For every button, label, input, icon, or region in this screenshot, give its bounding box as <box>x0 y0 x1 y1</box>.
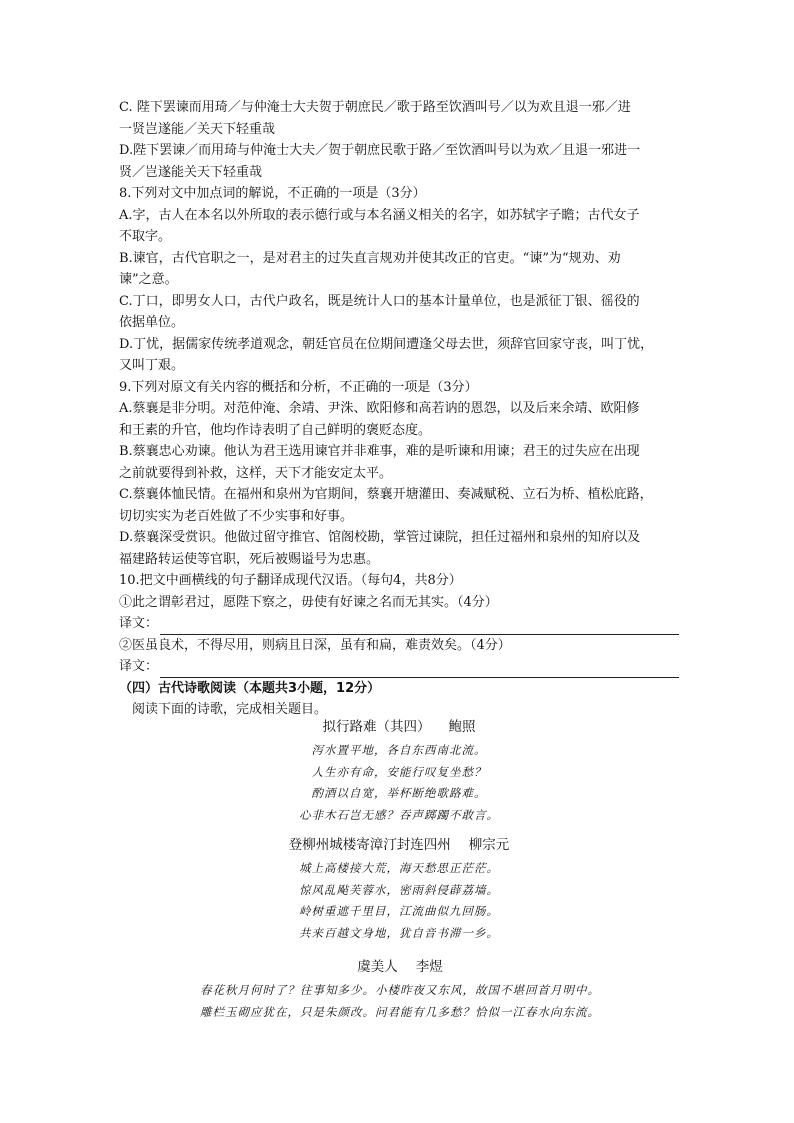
q10-sentence-2: ②医虽良术，不得尽用，则病且日深，虽有和扁，难责效矣。（4分） <box>119 637 511 653</box>
poem-title-text: 拟行路难（其四） <box>322 719 431 735</box>
q9-stem: 9.下列对原文有关内容的概括和分析，不正确的一项是（3分） <box>119 379 478 395</box>
section-4-title: （四）古代诗歌阅读（本题共3小题，12分） <box>119 680 381 696</box>
answer-label: 译文： <box>119 616 159 631</box>
q9-option-c-line2: 切切实实为老百姓做了不少实事和好事。 <box>119 508 354 524</box>
q9-option-d-line1: D.蔡襄深受赏识。他做过留守推官、馆阁校勘，掌管过谏院，担任过福州和泉州的知府以及 <box>119 530 641 545</box>
answer-label: 译文： <box>119 659 159 674</box>
q8-option-a-line1: A.字，古人在本名以外所取的表示德行或与本名涵义相关的名字，如苏轼字子瞻；古代女子 <box>119 207 640 223</box>
q9-option-d-line2: 福建路转运使等官职，死后被赐谥号为忠惠。 <box>119 551 380 567</box>
poem-title <box>100 956 700 978</box>
poem-line: 雕栏玉砌应犹在，只是朱颜改。问君能有几多愁？恰似一江春水向东流。 <box>200 1004 600 1019</box>
poem-line: 泻水置平地，各自东西南北流。 <box>311 743 487 757</box>
poem-title <box>119 716 679 738</box>
q8-option-b-line1: B.谏官，古代官职之一，是对君主的过失直言规劝并使其改正的官吏。“谏”为“规劝、劝 <box>119 250 621 266</box>
q8-option-d-line1: D.丁忧，据儒家传统孝道观念，朝廷官员在位期间遭逢父母去世，须辞官回家守丧，叫丁忧， <box>119 336 654 352</box>
poem-title <box>119 834 679 856</box>
q8-option-a-line2: 不取字。 <box>119 229 172 244</box>
poem-title-text: 虞美人 <box>357 959 398 975</box>
poem-line: 惊风乱飐芙蓉水，密雨斜侵薜荔墙。 <box>299 882 499 897</box>
q10-answer-2[interactable] <box>119 656 679 678</box>
q9-option-b-line1: B.蔡襄忠心劝谏。他认为君王选用谏官并非难事，难的是听谏和用谏；君王的过失应在出现 <box>119 444 640 459</box>
q8-option-c-line1: C.丁口，即男女人口，古代户政名，既是统计人口的基本计量单位，也是派征丁银、徭役的 <box>119 293 640 309</box>
poem-line: 春花秋月何时了？往事知多少。小楼昨夜又东风，故国不堪回首月明中。 <box>200 983 600 997</box>
q9-option-b-line2: 之前就要得到补救，这样，天下才能安定太平。 <box>119 465 393 481</box>
poem-2 <box>119 834 679 944</box>
q8-option-b-line2: 谏”之意。 <box>119 272 178 287</box>
poem-3 <box>100 956 700 1023</box>
poem-line: 城上高楼接大荒，海天愁思正茫茫。 <box>299 861 499 875</box>
poem-line: 共来百越文身地，犹自音书滞一乡。 <box>299 925 499 940</box>
answer-blank-line[interactable] <box>160 619 679 635</box>
section-4-instruction: 阅读下面的诗歌，完成相关题目。 <box>132 702 328 717</box>
poem-line: 岭树重遮千里目，江流曲似九回肠。 <box>299 904 499 918</box>
q9-option-a-line1: A.蔡襄是非分明。对范仲淹、余靖、尹洙、欧阳修和高若讷的恩怨，以及后来余靖、欧阳修 <box>119 401 640 416</box>
poem-author: 鲍照 <box>448 719 476 735</box>
q9-option-c-line1: C.蔡襄体恤民情。在福州和泉州为官期间，蔡襄开塘灌田、奏减赋税、立石为桥、植松庇路， <box>119 487 653 502</box>
answer-blank-line[interactable] <box>160 662 679 678</box>
poem-title-text: 登柳州城楼寄漳汀封连四州 <box>288 837 451 853</box>
poem-1 <box>119 716 679 826</box>
q10-answer-1[interactable] <box>119 613 679 635</box>
q8-stem: 8.下列对文中加点词的解说，不正确的一项是（3分） <box>119 186 426 201</box>
question-text-block <box>119 97 679 721</box>
q10-stem: 10.把文中画横线的句子翻译成现代汉语。（每句4，共8分） <box>119 573 462 588</box>
poem-line: 人生亦有命，安能行叹复坐愁？ <box>311 764 487 779</box>
q7-option-d-line1: D.陛下罢谏／而用琦与仲淹士大夫／贺于朝庶民歌于路／至饮酒叫号以为欢／且退一邪进一 <box>119 143 641 158</box>
poem-line: 心非木石岂无感？吞声踯躅不敢言。 <box>299 807 499 822</box>
q7-option-c-line2: 一贤岂遂能／关天下轻重哉 <box>119 121 276 137</box>
poem-line: 酌酒以自宽，举杯断绝歌路难。 <box>311 786 487 800</box>
poem-author: 李煜 <box>415 959 443 975</box>
q8-option-c-line2: 依据单位。 <box>119 315 185 330</box>
q7-option-c-line1: C. 陛下罢谏而用琦／与仲淹士大夫贺于朝庶民／歌于路至饮酒叫号／以为欢且退一邪／进 <box>119 100 631 115</box>
q9-option-a-line2: 和王素的升官，他均作诗表明了自己鲜明的褒贬态度。 <box>119 422 432 438</box>
q10-sentence-1: ①此之谓彰君过，愿陛下察之，毋使有好谏之名而无其实。（4分） <box>119 594 498 610</box>
q8-option-d-line2: 又叫丁艰。 <box>119 358 185 373</box>
q7-option-d-line2: 贤／岂遂能关天下轻重哉 <box>119 164 263 180</box>
poem-author: 柳宗元 <box>468 837 510 853</box>
